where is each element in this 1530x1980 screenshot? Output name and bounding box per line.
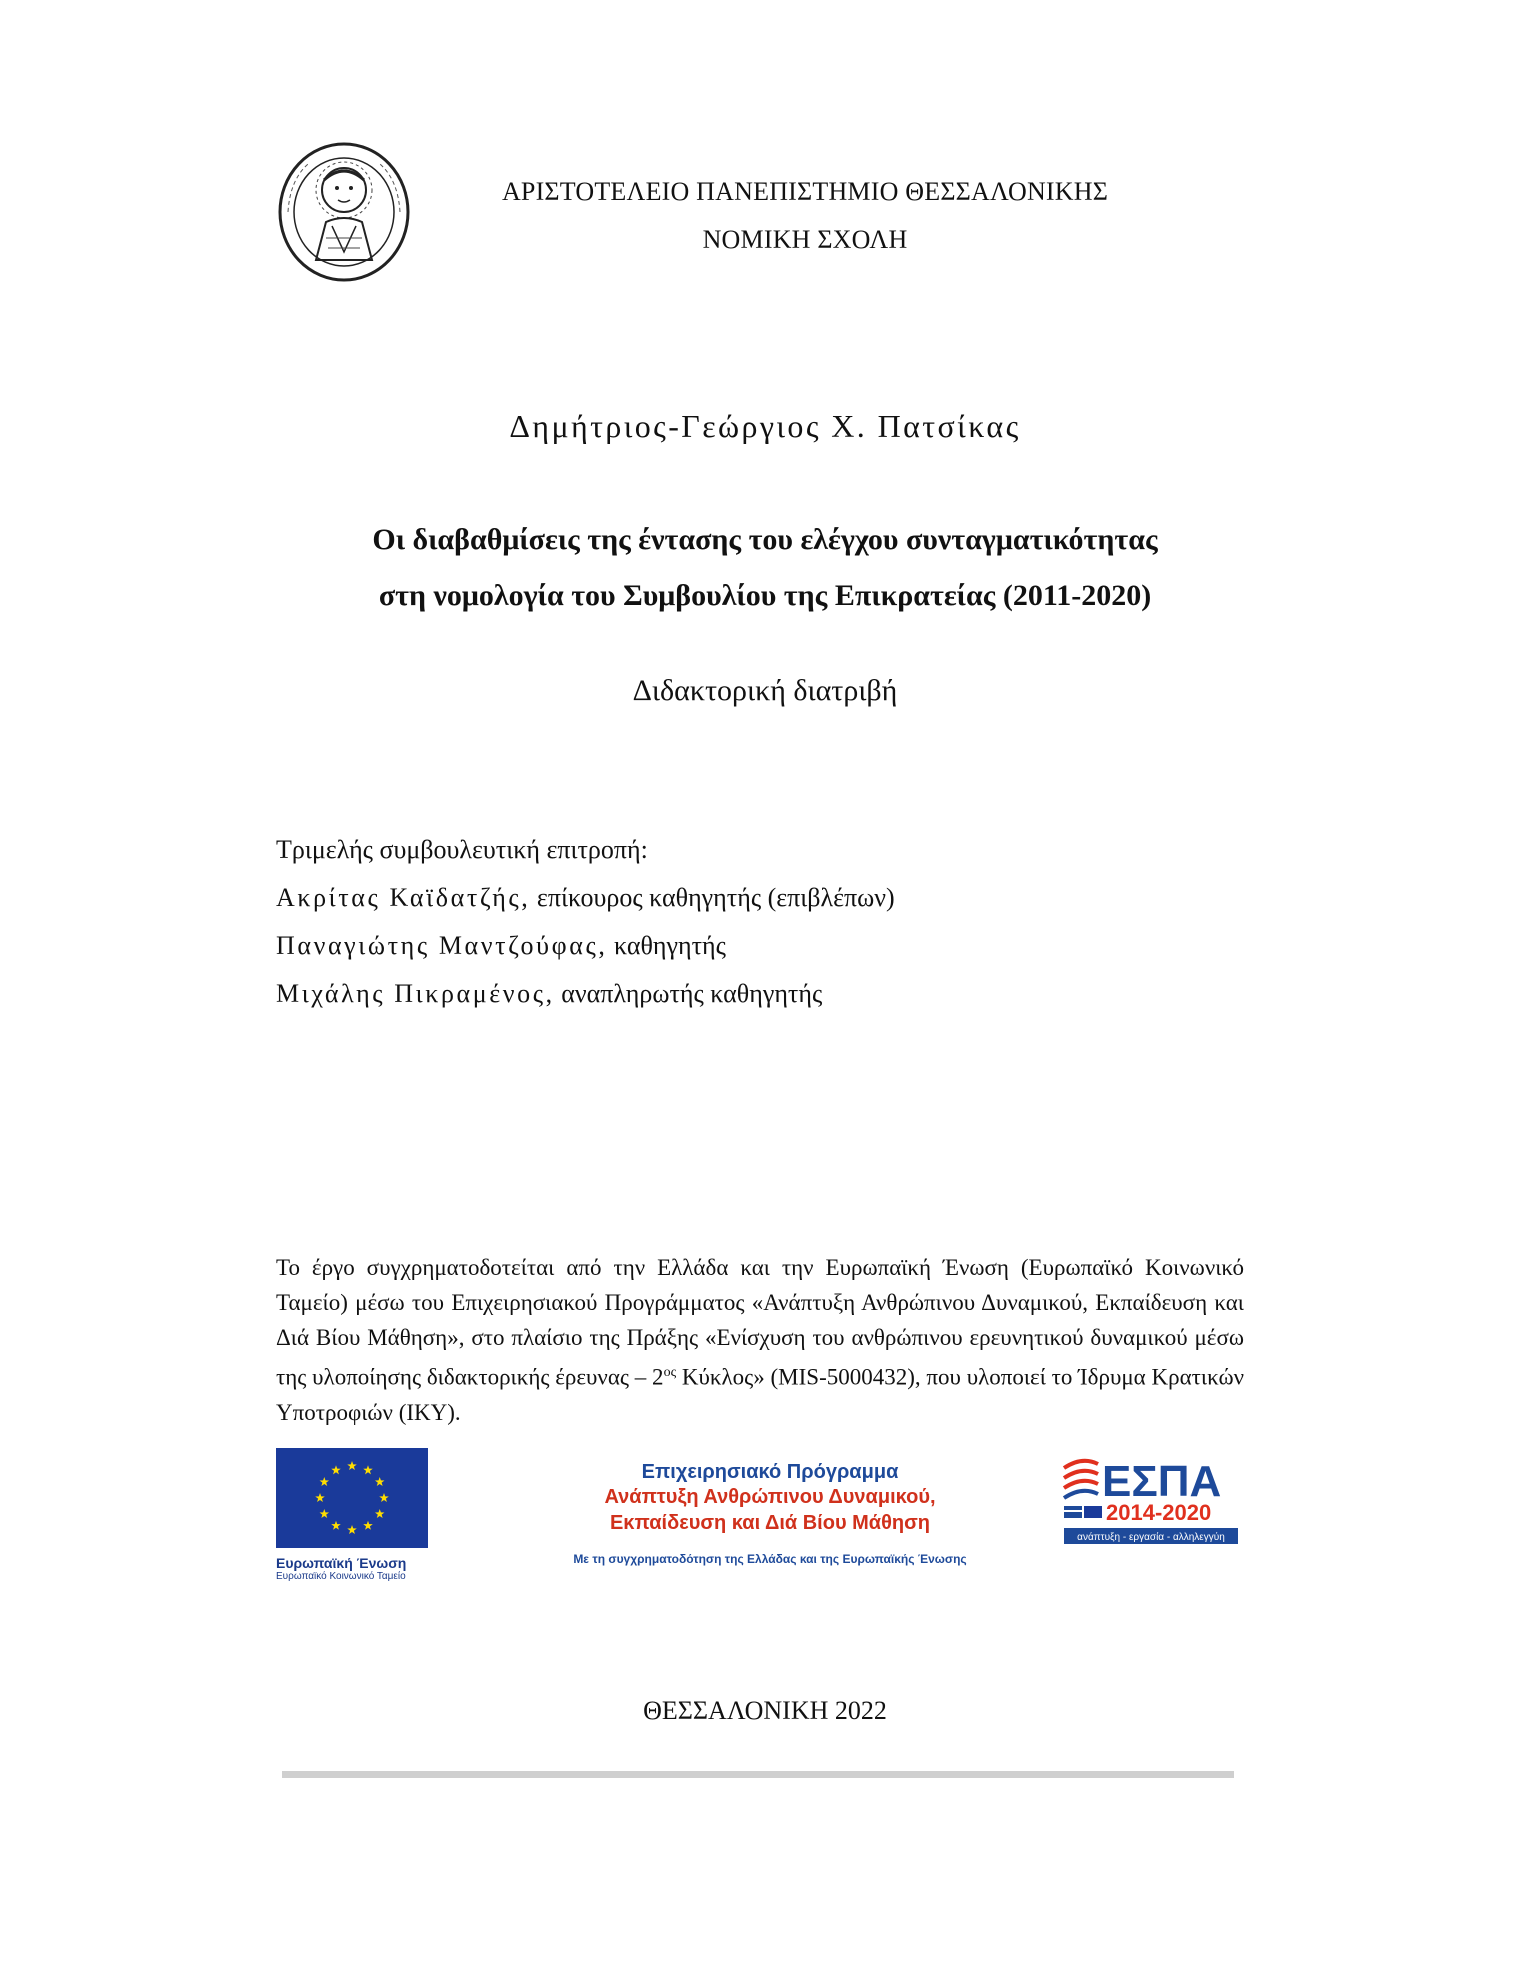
header	[470, 168, 1140, 264]
author-name: Δημήτριος-Γεώργιος Χ. Πατσίκας	[509, 408, 1021, 444]
document-type: Διδακτορική διατριβή	[632, 674, 898, 707]
city-year: ΘΕΣΣΑΛΟΝΙΚΗ 2022	[643, 1696, 887, 1725]
funding-text-part-1: Το έργο συγχρηματοδοτείται από την Ελλάδα και την Ευρωπαϊκή Ένωση (Ευρωπαϊκό Κοινωνικό Ταμείο) μέσω του Επιχειρησιακού Προγράμματος «Ανάπτυξη Ανθρώπινου Δυναμικού, Εκπαίδευση και Διά Βίου Μάθηση», στο πλαίσιο της Πράξης «Ενίσχυση του ανθρώπινου ερευνητικού δυναμικού μέσω της υλοποίησης διδακτορικής έρευνας – 2	[276, 1255, 1244, 1390]
op-line-1: Επιχειρησιακό Πρόγραμμα	[641, 1461, 899, 1483]
op-line-3: Εκπαίδευση και Διά Βίου Μάθηση	[609, 1512, 931, 1534]
operational-programme-logo	[520, 1460, 1020, 1566]
member-role: επίκουρος καθηγητής (επιβλέπων)	[536, 883, 895, 912]
espa-logo	[1062, 1450, 1240, 1550]
member-role: αναπληρωτής καθηγητής	[561, 979, 823, 1008]
member-name: Μιχάλης Πικραμένος,	[276, 979, 555, 1008]
committee-member	[276, 970, 895, 1018]
member-name: Ακρίτας Καϊδατζής,	[276, 883, 531, 912]
thesis-title	[240, 512, 1290, 624]
advisory-committee	[276, 826, 895, 1018]
bottom-divider	[282, 1771, 1234, 1778]
school-name: ΝΟΜΙΚΗ ΣΧΟΛΗ	[702, 225, 908, 254]
university-name: ΑΡΙΣΤΟΤΕΛΕΙΟ ΠΑΝΕΠΙΣΤΗΜΙΟ ΘΕΣΣΑΛΟΝΙΚΗΣ	[501, 177, 1109, 206]
eu-flag-icon	[276, 1448, 428, 1548]
title-line-2: στη νομολογία του Συμβουλίου της Επικρατείας (2011-2020)	[378, 579, 1152, 612]
op-line-2: Ανάπτυξη Ανθρώπινου Δυναμικού,	[604, 1486, 936, 1508]
committee-member	[276, 874, 895, 922]
committee-member	[276, 922, 895, 970]
eu-logo-title: Ευρωπαϊκή Ένωση	[276, 1555, 407, 1571]
op-line-4: Με τη συγχρηματοδότηση της Ελλάδας και της Ευρωπαϊκής Ένωσης	[573, 1552, 967, 1566]
espa-tagline: ανάπτυξη - εργασία - αλληλεγγύη	[1077, 1532, 1225, 1543]
member-role: καθηγητής	[613, 931, 726, 960]
title-line-1: Οι διαβαθμίσεις της έντασης του ελέγχου συνταγματικότητας	[372, 523, 1158, 556]
funding-text-part-2: Κύκλος» (MIS-5000432), που υλοποιεί το Ίδρυμα Κρατικών Υποτροφιών (ΙΚΥ).	[276, 1364, 1244, 1425]
eu-logo-subtitle: Ευρωπαϊκό Κοινωνικό Ταμείο	[276, 1571, 406, 1582]
eu-logo	[276, 1448, 428, 1582]
funding-superscript: ος	[663, 1365, 677, 1380]
committee-heading: Τριμελής συμβουλευτική επιτροπή:	[276, 835, 648, 864]
espa-name: ΕΣΠΑ	[1102, 1457, 1222, 1506]
funding-statement	[276, 1250, 1244, 1430]
member-name: Παναγιώτης Μαντζούφας,	[276, 931, 608, 960]
espa-years: 2014-2020	[1106, 1500, 1212, 1525]
university-seal-icon	[276, 140, 412, 284]
